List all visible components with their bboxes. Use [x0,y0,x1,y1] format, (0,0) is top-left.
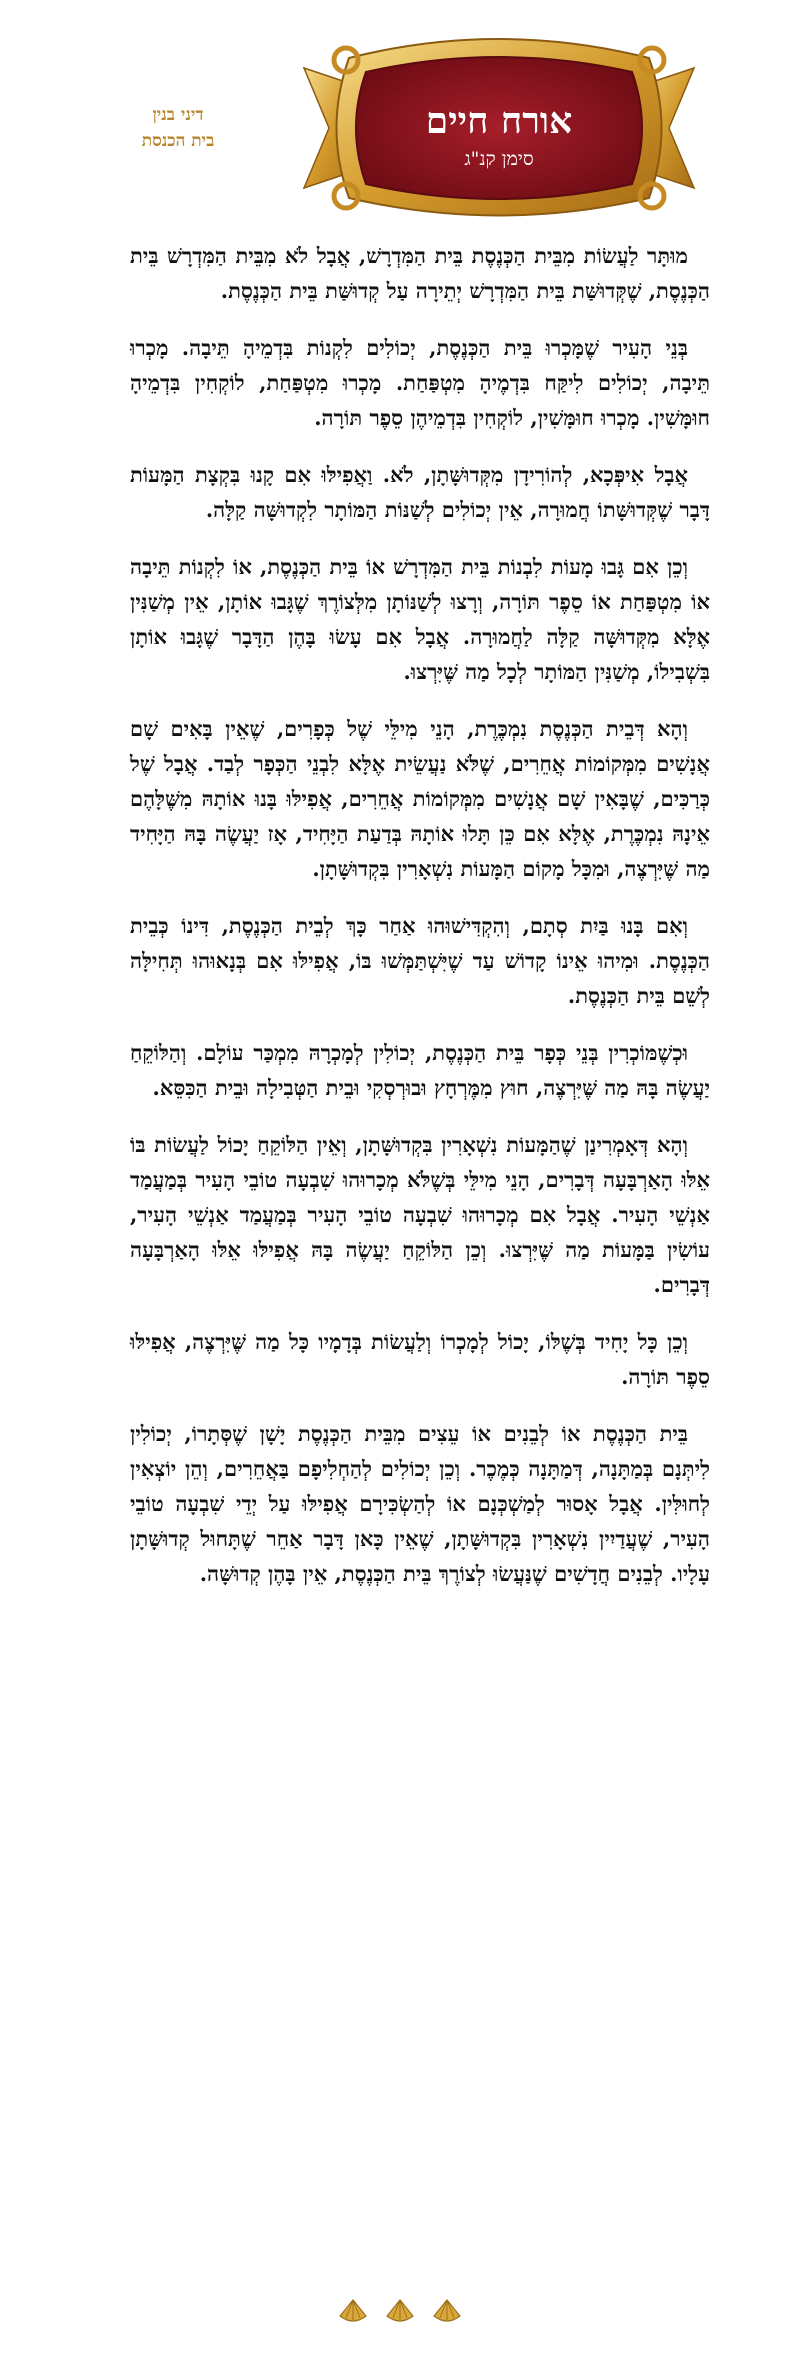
section-label-line1: דיני בנין [152,105,204,125]
shell-icon [338,2298,368,2328]
paragraph: וְהָא דְּאָמְרִינַן שֶׁהַמָּעוֹת נִשְׁאָרִין בִּקְדוּשָּׁתָן, וְאֵין הַלּוֹקֵחַ יָכוֹל לַעֲשׂוֹת בּוֹ אֵלּוּ הָאַרְבָּעָה דְּבָרִים, הָנֵי מִילֵּי בְּשֶׁלֹּא מְכָרוּהוּ שִׁבְעָה טוֹבֵי הָעִיר בְּמַעֲמַד אַנְשֵׁי הָעִיר. אֲבָל אִם מְכָרוּהוּ שִׁבְעָה טוֹבֵי הָעִיר בְּמַעֲמַד אַנְשֵׁי הָעִיר, עוֹשִׂין בַּמָּעוֹת מַה שֶּׁיִּרְצוּ. וְכֵן הַלּוֹקֵחַ יַעֲשֶׂה בָּהּ אֲפִילּוּ אֵלּוּ הָאַרְבָּעָה דְּבָרִים. [130,1132,710,1297]
paragraph: בְּנֵי הָעִיר שֶׁמָּכְרוּ בֵּית הַכְּנֶסֶת, יְכוֹלִים לִקְנוֹת בִּדְמֵיהָ תֵּיבָה. מָכְרוּ תֵּיבָה, יְכוֹלִים לִיקַּח בִּדְמֶיהָ מִטְפַּחַת. מָכְרוּ מִטְפַּחַת, לוֹקְחִין בִּדְמֵיהָ חוּמָּשִׁין. מָכְרוּ חוּמָּשִׁין, לוֹקְחִין בִּדְמֵיהֶן סֵפֶר תּוֹרָה. [130,335,710,430]
footer-ornament [0,2298,800,2338]
paragraph: מוּתָּר לַעֲשׂוֹת מִבֵּית הַכְּנֶסֶת בֵּית הַמִּדְרָשׁ, אֲבָל לֹא מִבֵּית הַמִּדְרָשׁ בֵּית הַכְּנֶסֶת, שֶׁקְּדוּשַּׁת בֵּית הַמִּדְרָשׁ יְתֵירָה עַל קְדוּשַּׁת בֵּית הַכְּנֶסֶת. [130,243,710,303]
paragraph: וְהָא דְּבֵית הַכְּנֶסֶת נִמְכֶּרֶת, הָנֵי מִילֵּי שֶׁל כְּפָרִים, שֶׁאֵין בָּאִים שָׁם אֲנָשִׁים מִמְּקוֹמוֹת אֲחֵרִים, שֶׁלֹּא נַעֲשֵׂית אֶלָּא לִבְנֵי הַכְּפָר לְבַד. אֲבָל שֶׁל כְּרַכִּים, שֶׁבָּאִין שָׁם אֲנָשִׁים מִמְּקוֹמוֹת אֲחֵרִים, אֲפִילּוּ בָּנוּ אוֹתָהּ מִשֶּׁלָּהֶם אֵינָהּ נִמְכֶּרֶת, אֶלָּא אִם כֵּן תָּלוּ אוֹתָהּ בְּדַעַת הַיָּחִיד, אָז יַעֲשֶׂה בָּהּ הַיָּחִיד מַה שֶּׁיִּרְצֶה, וּמִכָּל מָקוֹם הַמָּעוֹת נִשְׁאָרִין בִּקְדוּשָּׁתָן. [130,716,710,881]
paragraph: וְאִם בָּנוּ בַּיִת סְתָם, וְהִקְדִּישׁוּהוּ אַחַר כָּךְ לְבֵית הַכְּנֶסֶת, דִּינוֹ כְּבֵית הַכְּנֶסֶת. וּמִיהוּ אֵינוֹ קָדוֹשׁ עַד שֶׁיִּשְׁתַּמְּשׁוּ בּוֹ, אֲפִילּוּ אִם בְּנָאוּהוּ תְּחִילָּה לְשֵׁם בֵּית הַכְּנֶסֶת. [130,913,710,1008]
section-label [118,102,238,154]
page-subtitle: סימן קנ"ג [464,148,534,170]
main-text [130,238,710,1613]
paragraph: וְכֵן אִם גָּבוּ מָעוֹת לִבְנוֹת בֵּית הַמִּדְרָשׁ אוֹ בֵּית הַכְּנֶסֶת, אוֹ לִקְנוֹת תֵּיבָה אוֹ מִטְפַּחַת אוֹ סֵפֶר תּוֹרָה, וְרָצוּ לְשַׁנּוֹתָן מִלְּצוֹרֶךְ שֶׁגָּבוּ אוֹתָן, אֵין מְשַׁנִּין אֶלָּא מִקְּדוּשָּׁה קַלָּה לַחֲמוּרָה. אֲבָל אִם עָשׂוּ בָּהֶן הַדָּבָר שֶׁגָּבוּ אוֹתָן בִּשְׁבִילוֹ, מְשַׁנִּין הַמּוֹתָר לְכָל מַה שֶּׁיִּרְצוּ. [130,554,710,684]
paragraph: בֵּית הַכְּנֶסֶת אוֹ לְבֵנִים אוֹ עֵצִים מִבֵּית הַכְּנֶסֶת יָשָׁן שֶׁסְּתָרוֹ, יְכוֹלִין לִיתְּנָם בְּמַתָּנָה, דְּמַתָּנָה כְּמֶכֶר. וְכֵן יְכוֹלִים לְהַחְלִיפָם בַּאֲחֵרִים, וְהֵן יוֹצְאִין לְחוּלִּין. אֲבָל אָסוּר לְמַשְׁכְּנָם אוֹ לְהַשְׂכִּירָם אֲפִילּוּ עַל יְדֵי שִׁבְעָה טוֹבֵי הָעִיר, שֶׁעֲדַיִין נִשְׁאָרִין בִּקְדוּשָּׁתָן, שֶׁאֵין כָּאן דָּבָר אַחֵר שֶׁתָּחוּל קְדוּשָּׁתָן עָלָיו. לְבֵנִים חֲדָשִׁים שֶׁנַּעֲשׂוּ לְצוֹרֶךְ בֵּית הַכְּנֶסֶת, אֵין בָּהֶן קְדוּשָּׁה. [130,1421,710,1586]
title-banner [294,28,704,218]
paragraph: וּכְשֶׁמּוֹכְרִין בְּנֵי כְּפָר בֵּית הַכְּנֶסֶת, יְכוֹלִין לְמָכְרָהּ מִמְכַּר עוֹלָם. וְהַלּוֹקֵחַ יַעֲשֶׂה בָּהּ מַה שֶּׁיִּרְצֶה, חוּץ מִמֶּרְחָץ וּבוּרְסְקִי וּבֵית הַטְּבִילָה וּבֵית הַכִּסֵּא. [130,1040,710,1100]
page-header [0,0,800,230]
shell-icon [432,2298,462,2328]
section-label-line2: בית הכנסת [141,131,215,151]
paragraph: וְכֵן כָּל יָחִיד בְּשֶׁלּוֹ, יָכוֹל לְמָכְרוֹ וְלַעֲשׂוֹת בְּדָמָיו כָּל מַה שֶּׁיִּרְצֶה, אֲפִילּוּ סֵפֶר תּוֹרָה. [130,1329,710,1389]
paragraph: אֲבָל אִיפְּכָא, לְהוֹרִידָן מִקְּדוּשָּׁתָן, לֹא. וַאֲפִילּוּ אִם קָנוּ בִּקְצָת הַמָּעוֹת דָּבָר שֶׁקְּדוּשָּׁתוֹ חֲמוּרָה, אֵין יְכוֹלִים לְשַׁנּוֹת הַמּוֹתָר לִקְדוּשָּׁה קַלָּה. [130,462,710,522]
shell-icon [385,2298,415,2328]
page-title: אורח חיים [425,100,573,142]
